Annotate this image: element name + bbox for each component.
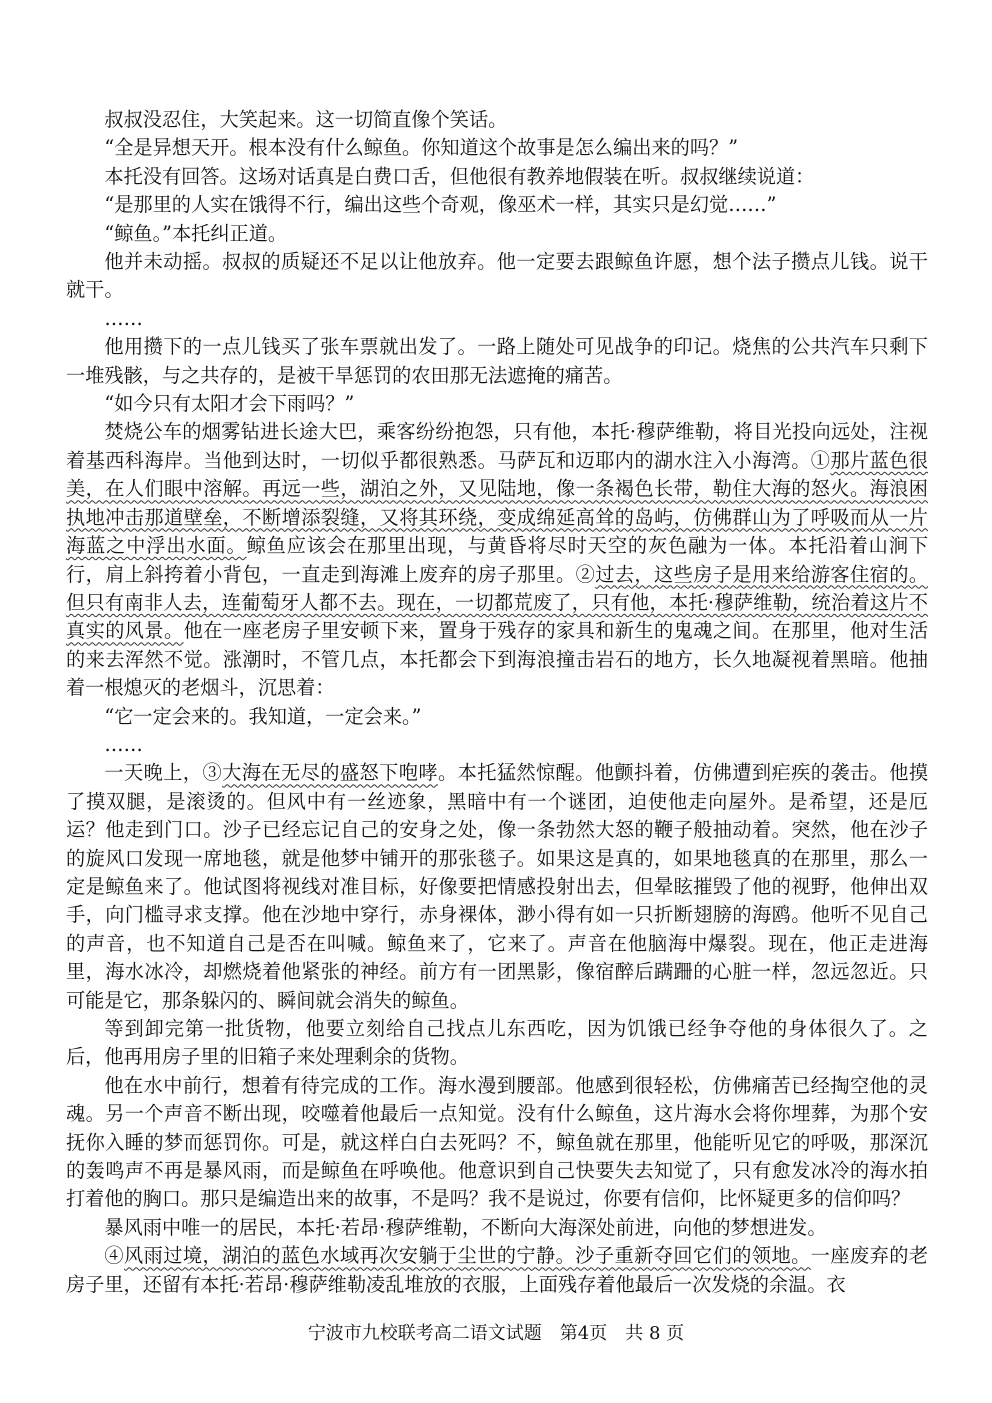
paragraph [66,1015,928,1072]
paragraph [66,220,928,248]
text-segment: 叔叔没忍住，大笑起来。这一切简直像个笑话。 [104,108,508,131]
text-segment: 暴风雨中唯一的居民，本托·若昂·穆萨维勒，不断向大海深处前进，向他的梦想进发。 [104,1215,827,1239]
text-segment: 等到卸完第一批货物，他要立刻给自己找点儿东西吃，因为饥饿已经争夺他的身体很久了。之后，他再用房子里的旧箱子来处理剩余的货物。 [66,1017,928,1069]
paragraph [66,1242,928,1299]
paragraph [66,305,928,333]
paragraph [66,134,928,162]
paragraph [66,731,928,759]
text-segment: 一天晚上，③ [104,761,223,785]
paragraph [66,1072,928,1214]
paragraph [66,1214,928,1242]
paragraph [66,163,928,191]
page-footer: 宁波市九校联考高二语文试题 第4页 共 8 页 [307,1323,685,1344]
underlined-passage: 过去，这些房子是用来给游客住宿的。但只有南非人去，连葡萄牙人都不去。现在，一切都荒废了，只有他，本托·穆萨维勒，统治着这片不真实的风景。 [66,562,929,643]
text-segment: ④ [104,1244,125,1268]
underlined-passage: 大海在无尽的盛怒下咆哮 [222,761,438,785]
text-segment: “它一定会来的。我知道，一定会来。” [104,704,422,728]
paragraph [66,418,928,702]
paragraph [66,703,928,731]
text-segment: 一座废弃的老房子里，还留有本托·若昂·穆萨维勒凌乱堆放的衣服，上面残存着他最后一次发烧的余温。衣 [66,1244,929,1296]
text-segment: 他用攒下的一点儿钱买了张车票就出发了。一路上随处可见战争的印记。烧焦的公共汽车只剩下一堆残骸，与之共存的，是被干旱惩罚的农田那无法遮掩的痛苦。 [66,335,928,387]
article-body [66,106,928,1299]
text-segment: “是那里的人实在饿得不行，编出这些个奇观，像巫术一样，其实只是幻觉……” [104,193,777,217]
paragraph [66,390,928,418]
text-segment: 他在一座老房子里安顿下来，置身于残存的家具和新生的鬼魂之间。在那里，他对生活的来去浑然不觉。涨潮时，不管几点，本托都会下到海浪撞击岩石的地方，长久地凝视着黑暗。他抽着一根熄灭的老烟斗，沉思着： [66,619,929,700]
text-segment: “鲸鱼。”本托纠正道。 [104,221,288,245]
text-segment: “如今只有太阳才会下雨吗？” [104,392,355,416]
paragraph [66,106,928,134]
text-segment: 鲸鱼应该会在那里出现，与黄昏将尽时天空的灰色融为一体。本托沿着山涧下行，肩上斜挎着小背包，一直走到海滩上废弃的房子那里。② [66,534,929,586]
text-segment: 焚烧公车的烟雾钻进长途大巴，乘客纷纷抱怨，只有他，本托·穆萨维勒，将目光投向远处，注视着基西科海岸。当他到达时，一切似乎都很熟悉。马萨瓦和迈耶内的湖水注入小海湾。① [66,420,928,472]
paragraph [66,759,928,1015]
text-segment: “全是异想天开。根本没有什么鲸鱼。你知道这个故事是怎么编出来的吗？” [104,136,739,160]
underlined-passage: 那片蓝色很美，在人们眼中溶解。再远一些，湖泊之外，又见陆地，像一条褐色长带，勒住大海的怒火。海浪困执地冲击那道壁垒，不断增添裂缝，又将其环绕，变成绵延高耸的岛屿，仿佛群山为了呼吸而从一片海蓝之中浮出水面。 [66,448,929,558]
text-segment: …… [104,732,143,756]
text-segment: 本托没有回答。这场对话真是白费口舌，但他很有教养地假装在听。叔叔继续说道： [104,164,815,188]
paragraph [66,248,928,305]
text-segment: 。本托猛然惊醒。他颤抖着，仿佛遭到疟疾的袭击。他摸了摸双腿，是滚烫的。但风中有一丝迹象，黑暗中有一个谜团，迫使他走向屋外。是希望，还是厄运？他走到门口。沙子已经忘记自己的安身之处，像一条勃然大怒的鞭子般抽动着。突然，他在沙子的旋风口发现一席地毯，就是他梦中铺开的那张毯子。如果这是真的，如果地毯真的在那里，那么一定是鲸鱼来了。他试图将视线对准目标，好像要把情感投射出去，但晕眩摧毁了他的视野，他伸出双手，向门槛寻求支撑。他在沙地中穿行，赤身裸体，渺小得有如一只折断翅膀的海鸥。他听不见自己的声音，也不知道自己是否在叫喊。鲸鱼来了，它来了。声音在他脑海中爆裂。现在，他正走进海里，海水冰冷，却燃烧着他紧张的神经。前方有一团黑影，像宿醉后蹒跚的心脏一样，忽远忽近。只可能是它，那条躲闪的、瞬间就会消失的鲸鱼。 [66,761,929,1012]
text-segment: …… [104,306,143,330]
text-segment: 他并未动摇。叔叔的质疑还不足以让他放弃。他一定要去跟鲸鱼许愿，想个法子攒点儿钱。说干就干。 [66,250,928,302]
paragraph [66,333,928,390]
underlined-passage: 风雨过境，湖泊的蓝色水域再次安躺于尘世的宁静。沙子重新夺回它们的领地。 [124,1244,811,1268]
text-segment: 他在水中前行，想着有待完成的工作。海水漫到腰部。他感到很轻松，仿佛痛苦已经掏空他的灵魂。另一个声音不断出现，咬噬着他最后一点知觉。没有什么鲸鱼，这片海水会将你埋葬，为那个安抚你入睡的梦而惩罚你。可是，就这样白白去死吗？不，鲸鱼就在那里，他能听见它的呼吸，那深沉的轰鸣声不再是暴风雨，而是鲸鱼在呼唤他。他意识到自己快要失去知觉了，只有愈发冰冷的海水拍打着他的胸口。那只是编造出来的故事，不是吗？我不是说过，你要有信仰，比怀疑更多的信仰吗？ [66,1073,928,1211]
paragraph [66,191,928,219]
